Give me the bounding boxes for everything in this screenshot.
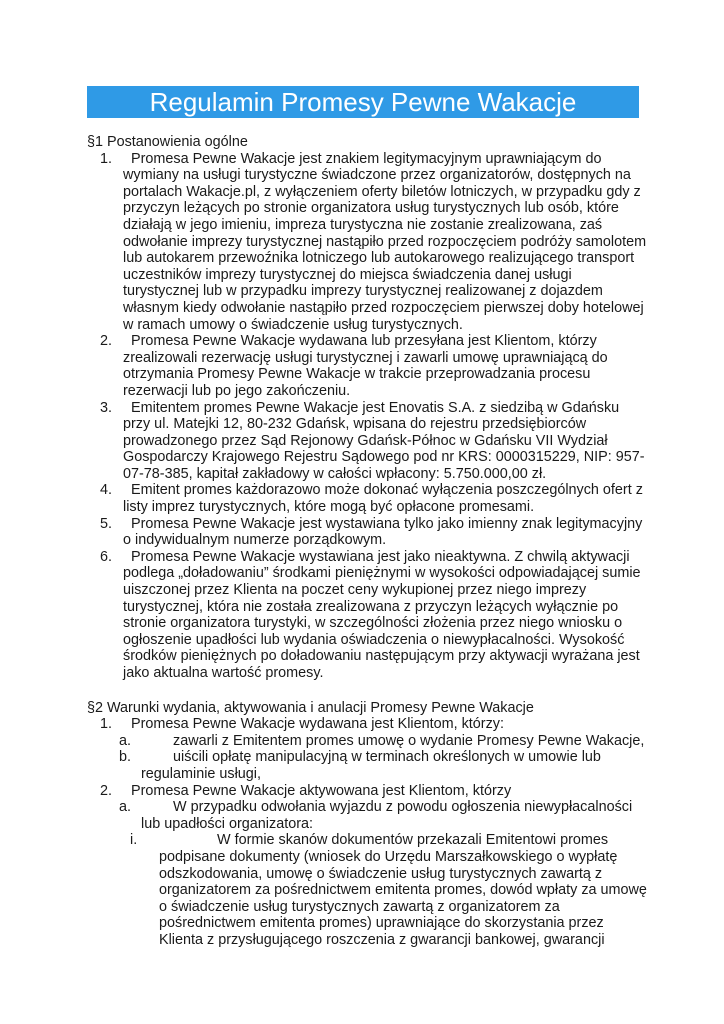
item-number: 3.: [100, 399, 113, 416]
section-1-item: [87, 333, 647, 399]
item-number: 4.: [100, 482, 113, 499]
sub-item-text: zawarli z Emitentem promes umowę o wydanie Promesy Pewne Wakacje,: [173, 732, 645, 749]
item-number: 2.: [100, 782, 113, 799]
section-2-item: [87, 783, 647, 800]
item-number: 6.: [100, 548, 113, 565]
document-title: Regulamin Promesy Pewne Wakacje: [87, 86, 639, 118]
sub-item-marker: a.: [119, 799, 132, 816]
item-number: 2.: [100, 333, 113, 350]
section-1-heading: §1 Postanowienia ogólne: [87, 134, 248, 150]
sub-item-text: W przypadku odwołania wyjazdu z powodu ogłoszenia niewypłacalności lub upadłości organizatora:: [141, 799, 633, 832]
section-1-item: [87, 482, 647, 515]
item-text: Promesa Pewne Wakacje wydawana lub przesyłana jest Klientom, którzy zrealizowali rezerwację usługi turystycznej i zawarli umowę uprawniającą do otrzymania Promesy Pewne Wakacje w trakcie przeprowadzania procesu rezerwacji lub po jego zakończeniu.: [123, 333, 608, 399]
sub-item: [87, 749, 647, 782]
item-text: Promesa Pewne Wakacje wystawiana jest jako nieaktywna. Z chwilą aktywacji podlega „doładowaniu” środkami pieniężnymi w wysokości odpowiadającej sumie uiszczonej przez Klienta na poczet ceny wykupionej przez niego imprezy turystycznej, która nie została zrealizowana z przyczyn leżących wyłącznie po stronie organizatora turystyki, w szczególności złożenia przez niego wniosku o ogłoszenie upadłości lub wydania oświadczenia o niewypłacalności. Wysokość środków pieniężnych po doładowaniu następującym przy aktywacji wyrażana jest jako aktualna wartość promesy.: [123, 548, 641, 681]
item-number: 5.: [100, 515, 113, 532]
sub-item: [87, 799, 647, 832]
sub-sub-item-marker: i.: [130, 832, 138, 849]
sub-item-marker: b.: [119, 749, 132, 766]
sub-sub-item-text: W formie skanów dokumentów przekazali Emitentowi promes podpisane dokumenty (wniosek do Urzędu Marszałkowskiego o wypłatę odszkodowania, umowę o świadczenie usług turystycznych zawartą z organizatorem za pośrednictwem emitenta promes, dowód wpłaty za umowę o świadczenie usług turystycznych zawartą z organizatorem za pośrednictwem emitenta promes) uprawniające do skorzystania przez Klienta z przysługującego roszczenia z gwarancji bankowej, gwarancji: [159, 832, 647, 948]
item-text: Promesa Pewne Wakacje wydawana jest Klientom, którzy:: [131, 716, 504, 733]
sub-item-text: uiścili opłatę manipulacyjną w terminach określonych w umowie lub regulaminie usługi,: [141, 749, 601, 782]
item-number: 1.: [100, 716, 113, 733]
sub-item: [87, 733, 647, 750]
item-text: Emitentem promes Pewne Wakacje jest Enovatis S.A. z siedzibą w Gdańsku przy ul. Matejki 12, 80-232 Gdańsk, wpisana do rejestru przedsiębiorców prowadzonego przez Sąd Rejonowy Gdańsk-Północ w Gdańsku VII Wydział Gospodarczy Krajowego Rejestru Sądowego pod nr KRS: 0000315229, NIP: 957-07-78-385, kapitał zakładowy w całości wpłacony: 5.750.000,00 zł.: [123, 399, 645, 482]
section-1-item: [87, 151, 647, 334]
item-text: Promesa Pewne Wakacje jest wystawiana tylko jako imienny znak legitymacyjny o indywidualnym numerze porządkowym.: [123, 515, 643, 549]
section-2-heading: §2 Warunki wydania, aktywowania i anulacji Promesy Pewne Wakacje: [87, 699, 534, 716]
document-body: [87, 134, 647, 949]
section-1-item: [87, 516, 647, 549]
section-1-item: [87, 549, 647, 682]
section-1-item: [87, 400, 647, 483]
item-number: 1.: [100, 150, 113, 167]
item-text: Promesa Pewne Wakacje aktywowana jest Klientom, którzy: [131, 782, 512, 799]
sub-sub-item: [87, 832, 647, 948]
section-2-item: [87, 716, 647, 733]
item-text: Promesa Pewne Wakacje jest znakiem legitymacyjnym uprawniającym do wymiany na usługi turystyczne świadczone przez organizatorów, dostępnych na portalach Wakacje.pl, z wyłączeniem oferty biletów lotniczych, w przypadku gdy z przyczyn leżących po stronie organizatora usług turystycznych lub osób, które działają w jego imieniu, impreza turystyczna nie zostanie zrealizowana, zaś odwołanie imprezy turystycznej nastąpiło przed rozpoczęciem podróży samolotem lub autokarem przewoźnika lotniczego lub autokarowego realizującego transport uczestników imprezy turystycznej do miejsca świadczenia danej usługi turystycznej lub w przypadku imprezy turystycznej realizowanej z dojazdem własnym kiedy odwołanie nastąpiło przed rozpoczęciem pierwszej doby hotelowej w ramach umowy o świadczenie usług turystycznych.: [123, 150, 647, 333]
item-text: Emitent promes każdorazowo może dokonać wyłączenia poszczególnych ofert z listy imprez turystycznych, które mogą być opłacone promesami.: [123, 482, 643, 516]
sub-item-marker: a.: [119, 732, 132, 749]
